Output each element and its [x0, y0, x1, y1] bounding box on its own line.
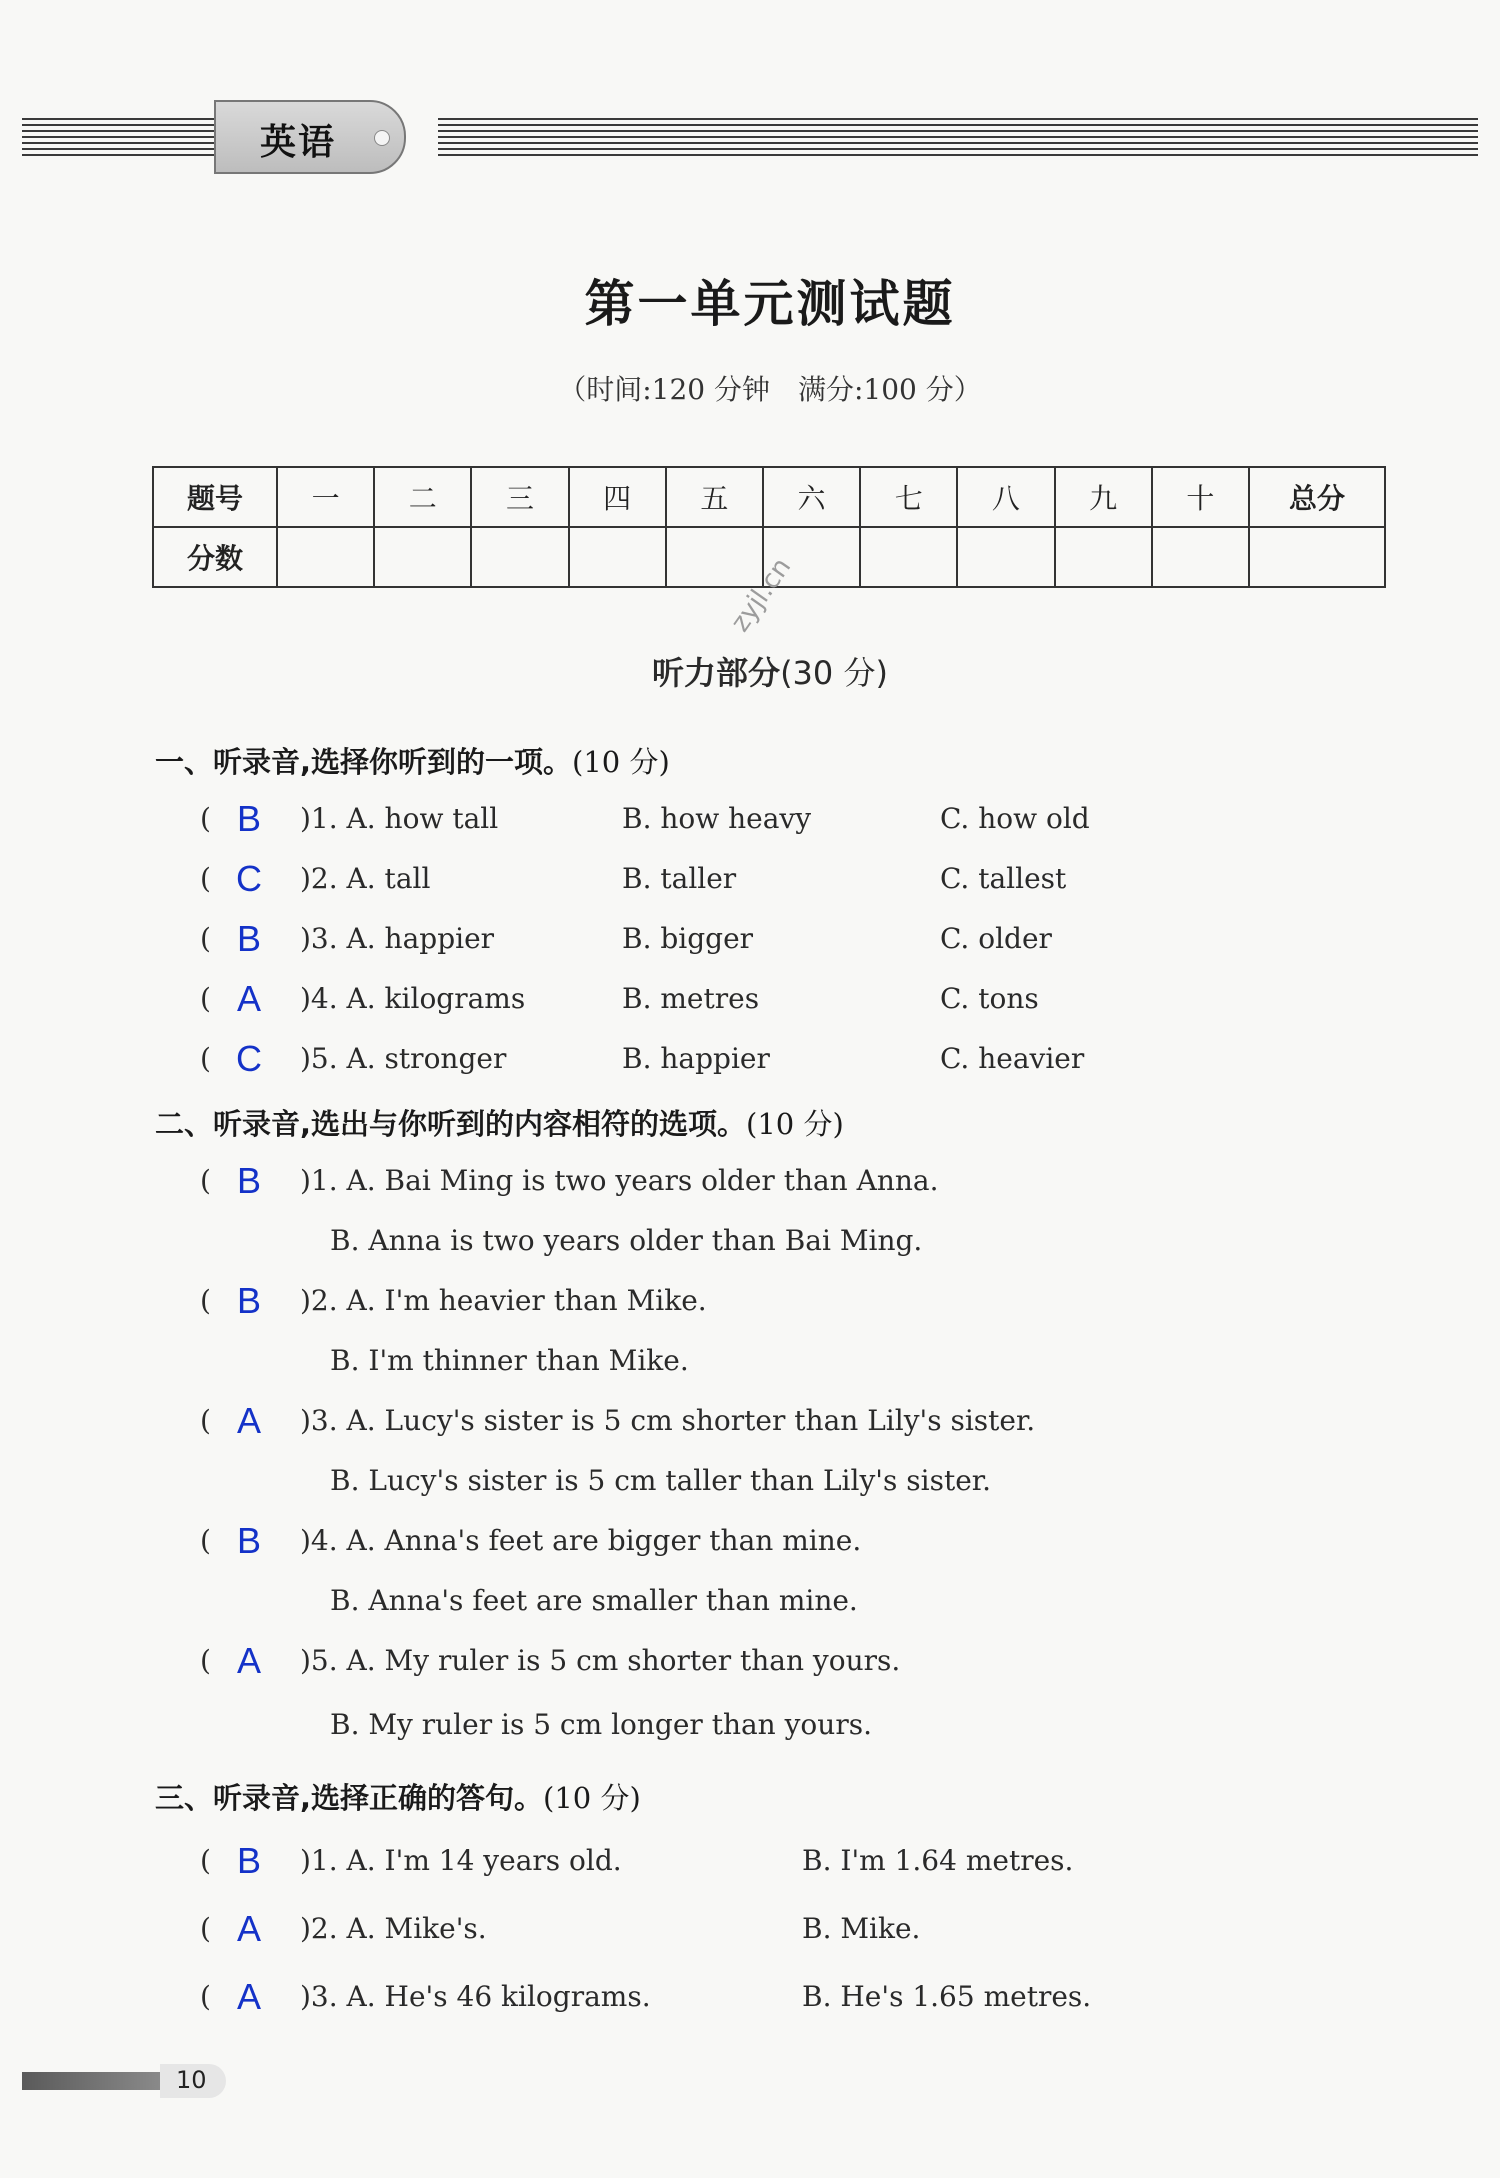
option-b: B. taller [622, 862, 737, 895]
paren-open: ( [200, 802, 211, 835]
option-b: B. My ruler is 5 cm longer than yours. [330, 1708, 872, 1741]
score-cell[interactable] [1249, 527, 1385, 587]
option-b: B. Mike. [802, 1912, 921, 1945]
option-c: C. tallest [940, 862, 1067, 895]
table-cell: 分数 [153, 527, 277, 587]
option-a: )2. A. I'm heavier than Mike. [300, 1284, 707, 1317]
answer-mark[interactable]: A [236, 978, 261, 1019]
answer-mark[interactable]: B [236, 1160, 261, 1201]
option-a: )4. A. kilograms [300, 982, 526, 1015]
page-title: 第一单元测试题 [584, 274, 956, 333]
score-cell[interactable] [471, 527, 568, 587]
option-b: B. Lucy's sister is 5 cm taller than Lily's sister. [330, 1464, 991, 1497]
option-b: B. I'm 1.64 metres. [802, 1844, 1074, 1877]
table-cell: 九 [1055, 467, 1152, 527]
option-b: B. Anna's feet are smaller than mine. [330, 1584, 858, 1617]
list-item [0, 1038, 1500, 1092]
option-a: )1. A. I'm 14 years old. [300, 1844, 622, 1877]
option-c: C. older [940, 922, 1052, 955]
option-b: B. He's 1.65 metres. [802, 1980, 1092, 2013]
table-cell: 十 [1152, 467, 1249, 527]
list-item [0, 1224, 1500, 1274]
answer-mark[interactable]: A [236, 1640, 261, 1681]
header-rule-right [438, 118, 1478, 158]
list-item [0, 1160, 1500, 1214]
option-c: C. heavier [940, 1042, 1085, 1075]
table-cell: 八 [957, 467, 1054, 527]
option-a: )1. A. how tall [300, 802, 499, 835]
part2-heading-text: 二、听录音,选出与你听到的内容相符的选项。 [155, 1107, 747, 1141]
part3-heading-text: 三、听录音,选择正确的答句。 [155, 1781, 544, 1815]
table-cell: 七 [860, 467, 957, 527]
option-a: )3. A. Lucy's sister is 5 cm shorter than Lily's sister. [300, 1404, 1036, 1437]
part2-points: (10 分) [746, 1107, 844, 1141]
paren-open: ( [200, 1164, 211, 1197]
score-cell[interactable] [374, 527, 471, 587]
list-item [0, 1280, 1500, 1334]
page-number: 10 [176, 2066, 207, 2094]
score-cell[interactable] [957, 527, 1054, 587]
list-item [0, 1584, 1500, 1634]
paren-open: ( [200, 1284, 211, 1317]
option-c: C. how old [940, 802, 1090, 835]
answer-mark[interactable]: B [236, 798, 261, 839]
paren-open: ( [200, 982, 211, 1015]
option-a: )3. A. He's 46 kilograms. [300, 1980, 651, 2013]
list-item [0, 1976, 1500, 2030]
option-b: B. happier [622, 1042, 770, 1075]
option-a: )3. A. happier [300, 922, 495, 955]
list-item [0, 918, 1500, 972]
answer-mark[interactable]: B [236, 1280, 261, 1321]
part2-heading [155, 1102, 844, 1143]
list-item [0, 1344, 1500, 1394]
option-c: C. tons [940, 982, 1039, 1015]
table-cell: 二 [374, 467, 471, 527]
footer-bar [22, 2072, 162, 2090]
table-cell: 六 [763, 467, 860, 527]
paren-open: ( [200, 1644, 211, 1677]
paren-open: ( [200, 922, 211, 955]
part1-heading-text: 一、听录音,选择你听到的一项。 [155, 745, 573, 779]
answer-mark[interactable]: A [236, 1976, 261, 2017]
paren-open: ( [200, 1042, 211, 1075]
score-cell[interactable] [860, 527, 957, 587]
list-item [0, 858, 1500, 912]
option-b: B. how heavy [622, 802, 812, 835]
header-rule-left [22, 118, 218, 158]
part1-heading [155, 740, 670, 781]
option-a: )5. A. My ruler is 5 cm shorter than yours. [300, 1644, 901, 1677]
score-cell[interactable] [569, 527, 666, 587]
listening-points: (30 分) [780, 654, 888, 692]
option-b: B. metres [622, 982, 760, 1015]
answer-mark[interactable]: A [236, 1908, 261, 1949]
option-a: )1. A. Bai Ming is two years older than Anna. [300, 1164, 939, 1197]
answer-mark[interactable]: B [236, 1840, 261, 1881]
listening-label: 听力部分 [652, 654, 781, 692]
list-item [0, 978, 1500, 1032]
paren-open: ( [200, 1524, 211, 1557]
table-cell: 三 [471, 467, 568, 527]
tab-dot-icon [374, 130, 390, 146]
score-cell[interactable] [1152, 527, 1249, 587]
subject-label: 英语 [260, 122, 337, 163]
option-b: B. Anna is two years older than Bai Ming. [330, 1224, 923, 1257]
listening-section-title [0, 648, 1500, 694]
list-item [0, 1908, 1500, 1962]
list-item [0, 1520, 1500, 1574]
option-a: )2. A. Mike's. [300, 1912, 487, 1945]
list-item [0, 1464, 1500, 1514]
list-item [0, 1840, 1500, 1894]
score-table-header-row [153, 467, 1385, 527]
table-cell: 总分 [1249, 467, 1385, 527]
score-cell[interactable] [1055, 527, 1152, 587]
option-b: B. I'm thinner than Mike. [330, 1344, 689, 1377]
score-cell[interactable] [277, 527, 374, 587]
paren-open: ( [200, 1404, 211, 1437]
list-item [0, 1400, 1500, 1454]
table-cell: 五 [666, 467, 763, 527]
paren-open: ( [200, 1844, 211, 1877]
table-cell: 一 [277, 467, 374, 527]
option-a: )4. A. Anna's feet are bigger than mine. [300, 1524, 862, 1557]
option-a: )5. A. stronger [300, 1042, 507, 1075]
list-item [0, 798, 1500, 852]
answer-mark[interactable]: C [236, 1038, 262, 1079]
paren-open: ( [200, 1912, 211, 1945]
option-b: B. bigger [622, 922, 754, 955]
table-cell: 四 [569, 467, 666, 527]
paren-open: ( [200, 862, 211, 895]
subject-tab [214, 100, 406, 174]
list-item [0, 1708, 1500, 1758]
answer-mark[interactable]: B [236, 918, 261, 959]
paren-open: ( [200, 1980, 211, 2013]
list-item [0, 1640, 1500, 1694]
option-a: )2. A. tall [300, 862, 431, 895]
exam-info: （时间:120 分钟 满分:100 分） [558, 373, 982, 406]
table-cell: 题号 [153, 467, 277, 527]
part1-points: (10 分) [572, 745, 670, 779]
answer-mark[interactable]: C [236, 858, 262, 899]
score-cell[interactable] [666, 527, 763, 587]
part3-heading [155, 1776, 641, 1817]
watermark: zyjl.cn [725, 552, 798, 638]
page-header [0, 96, 1500, 176]
part3-points: (10 分) [543, 1781, 641, 1815]
answer-mark[interactable]: B [236, 1520, 261, 1561]
answer-mark[interactable]: A [236, 1400, 261, 1441]
